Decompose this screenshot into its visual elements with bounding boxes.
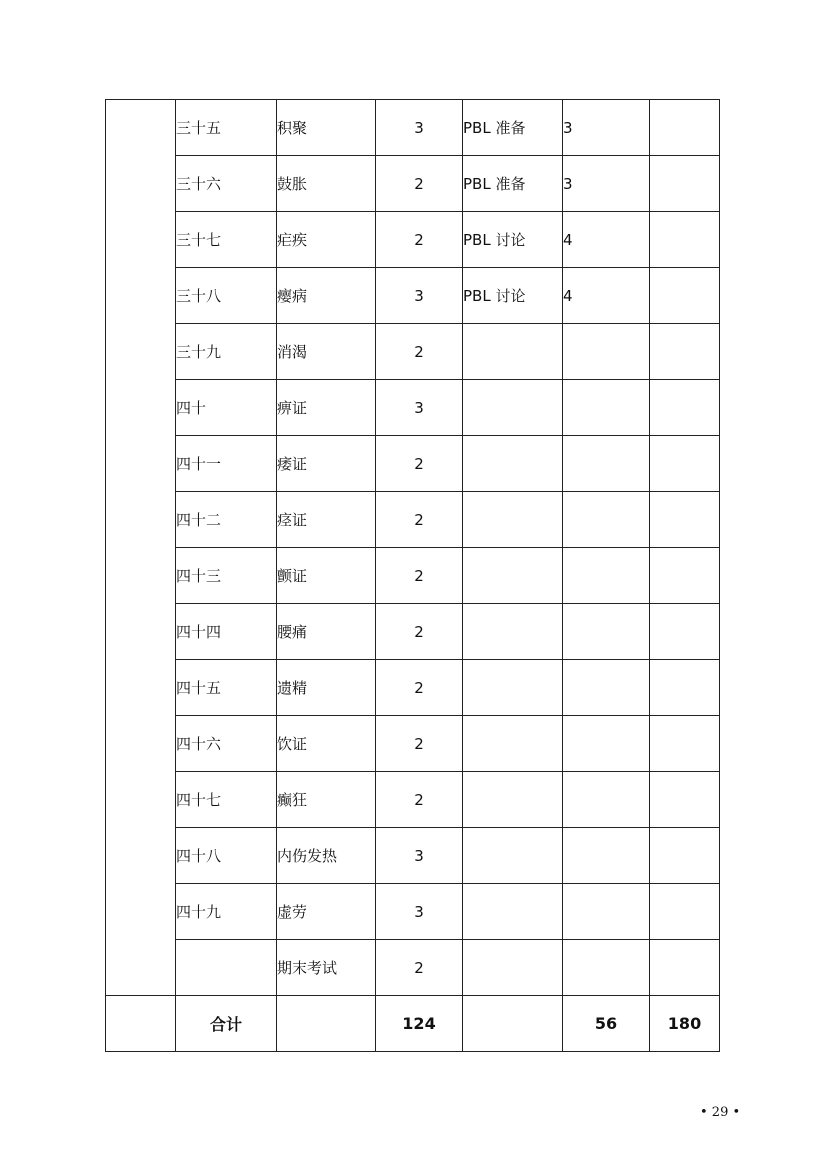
chapter-number-cell: 三十七 <box>176 212 277 268</box>
theory-hours-cell: 2 <box>376 604 463 660</box>
chapter-number-cell: 四十七 <box>176 772 277 828</box>
chapter-number-cell: 四十三 <box>176 548 277 604</box>
total-topic-cell <box>277 996 376 1052</box>
table-row <box>106 156 720 212</box>
pbl-hours-cell <box>563 380 650 436</box>
pbl-hours-cell: 3 <box>563 100 650 156</box>
pbl-hours-cell <box>563 604 650 660</box>
topic-cell: 期末考试 <box>277 940 376 996</box>
table-row <box>106 716 720 772</box>
pbl-hours-cell <box>563 716 650 772</box>
total-label-cell: 合计 <box>176 996 277 1052</box>
table-row <box>106 884 720 940</box>
topic-cell: 消渴 <box>277 324 376 380</box>
total-category-cell <box>106 996 176 1052</box>
pbl-hours-cell <box>563 884 650 940</box>
theory-hours-cell: 2 <box>376 772 463 828</box>
chapter-number-cell: 四十六 <box>176 716 277 772</box>
table-row <box>106 380 720 436</box>
total-hours-cell <box>650 268 720 324</box>
theory-hours-cell: 2 <box>376 548 463 604</box>
pbl-activity-cell: PBL 准备 <box>463 156 563 212</box>
chapter-number-cell: 四十 <box>176 380 277 436</box>
topic-cell: 瘿病 <box>277 268 376 324</box>
table-row <box>106 604 720 660</box>
pbl-activity-cell <box>463 380 563 436</box>
total-hours-cell <box>650 548 720 604</box>
topic-cell: 鼓胀 <box>277 156 376 212</box>
table-row <box>106 212 720 268</box>
total-hours-cell <box>650 940 720 996</box>
chapter-number-cell: 四十五 <box>176 660 277 716</box>
chapter-number-cell: 三十八 <box>176 268 277 324</box>
theory-hours-cell: 2 <box>376 940 463 996</box>
theory-hours-cell: 3 <box>376 828 463 884</box>
theory-hours-cell: 3 <box>376 884 463 940</box>
chapter-number-cell: 四十一 <box>176 436 277 492</box>
table-row <box>106 324 720 380</box>
theory-hours-cell: 3 <box>376 380 463 436</box>
total-hours-cell <box>650 324 720 380</box>
theory-hours-cell: 2 <box>376 436 463 492</box>
pbl-activity-cell <box>463 940 563 996</box>
total-pbl-cell <box>463 996 563 1052</box>
topic-cell: 痹证 <box>277 380 376 436</box>
topic-cell: 遗精 <box>277 660 376 716</box>
theory-hours-cell: 2 <box>376 660 463 716</box>
pbl-activity-cell <box>463 436 563 492</box>
total-hours-cell <box>650 492 720 548</box>
table-row <box>106 268 720 324</box>
theory-hours-cell: 2 <box>376 156 463 212</box>
pbl-hours-cell: 3 <box>563 156 650 212</box>
table-row <box>106 772 720 828</box>
chapter-number-cell: 四十九 <box>176 884 277 940</box>
table-row <box>106 940 720 996</box>
chapter-number-cell: 四十四 <box>176 604 277 660</box>
theory-hours-cell: 2 <box>376 716 463 772</box>
table-row <box>106 828 720 884</box>
chapter-number-cell: 四十八 <box>176 828 277 884</box>
table-row <box>106 492 720 548</box>
pbl-hours-cell <box>563 828 650 884</box>
total-hours-cell <box>650 436 720 492</box>
pbl-hours-cell <box>563 940 650 996</box>
pbl-activity-cell <box>463 716 563 772</box>
total-hours-cell <box>650 884 720 940</box>
course-schedule-table <box>105 99 720 1052</box>
total-hours-cell <box>650 716 720 772</box>
page-number: • 29 • <box>700 1105 741 1120</box>
theory-hours-cell: 2 <box>376 492 463 548</box>
topic-cell: 痉证 <box>277 492 376 548</box>
topic-cell: 痿证 <box>277 436 376 492</box>
total-row <box>106 996 720 1052</box>
topic-cell: 颤证 <box>277 548 376 604</box>
table-row <box>106 660 720 716</box>
pbl-activity-cell <box>463 324 563 380</box>
theory-hours-cell: 3 <box>376 268 463 324</box>
pbl-activity-cell: PBL 讨论 <box>463 212 563 268</box>
pbl-hours-cell <box>563 324 650 380</box>
pbl-hours-cell: 4 <box>563 268 650 324</box>
grand-total-cell: 180 <box>650 996 720 1052</box>
total-hours-cell <box>650 100 720 156</box>
table-body <box>106 100 720 1052</box>
pbl-hours-cell <box>563 660 650 716</box>
table-row <box>106 100 720 156</box>
chapter-number-cell: 三十九 <box>176 324 277 380</box>
category-cell <box>106 100 176 996</box>
pbl-activity-cell: PBL 准备 <box>463 100 563 156</box>
total-hours-cell <box>650 828 720 884</box>
pbl-activity-cell <box>463 604 563 660</box>
pbl-hours-cell: 4 <box>563 212 650 268</box>
pbl-activity-cell: PBL 讨论 <box>463 268 563 324</box>
pbl-activity-cell <box>463 548 563 604</box>
theory-hours-cell: 2 <box>376 324 463 380</box>
topic-cell: 虚劳 <box>277 884 376 940</box>
chapter-number-cell: 三十五 <box>176 100 277 156</box>
theory-hours-cell: 2 <box>376 212 463 268</box>
topic-cell: 内伤发热 <box>277 828 376 884</box>
pbl-hours-cell <box>563 548 650 604</box>
topic-cell: 腰痛 <box>277 604 376 660</box>
total-theory-hours-cell: 124 <box>376 996 463 1052</box>
total-pbl-hours-cell: 56 <box>563 996 650 1052</box>
table-row <box>106 548 720 604</box>
pbl-activity-cell <box>463 492 563 548</box>
total-hours-cell <box>650 604 720 660</box>
chapter-number-cell <box>176 940 277 996</box>
pbl-activity-cell <box>463 772 563 828</box>
topic-cell: 饮证 <box>277 716 376 772</box>
chapter-number-cell: 三十六 <box>176 156 277 212</box>
pbl-hours-cell <box>563 492 650 548</box>
pbl-hours-cell <box>563 772 650 828</box>
theory-hours-cell: 3 <box>376 100 463 156</box>
topic-cell: 疟疾 <box>277 212 376 268</box>
pbl-hours-cell <box>563 436 650 492</box>
topic-cell: 癫狂 <box>277 772 376 828</box>
pbl-activity-cell <box>463 660 563 716</box>
pbl-activity-cell <box>463 828 563 884</box>
total-hours-cell <box>650 660 720 716</box>
topic-cell: 积聚 <box>277 100 376 156</box>
table-row <box>106 436 720 492</box>
chapter-number-cell: 四十二 <box>176 492 277 548</box>
total-hours-cell <box>650 380 720 436</box>
pbl-activity-cell <box>463 884 563 940</box>
total-hours-cell <box>650 212 720 268</box>
total-hours-cell <box>650 772 720 828</box>
total-hours-cell <box>650 156 720 212</box>
